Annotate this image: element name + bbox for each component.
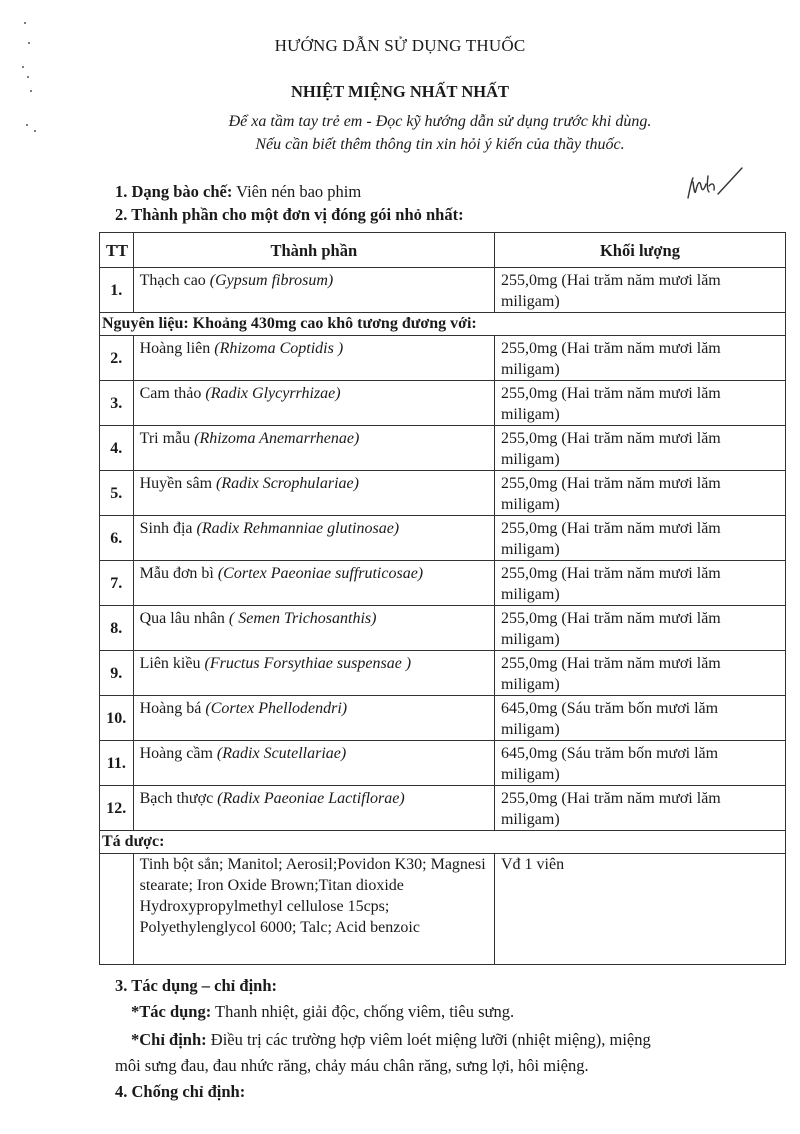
- ingredient-cell: [133, 696, 494, 741]
- row-number: 11.: [100, 741, 134, 786]
- row-number: 4.: [100, 426, 134, 471]
- ingredient-latin: (Radix Glycyrrhizae): [205, 385, 341, 402]
- amount-cell: 255,0mg (Hai trăm năm mươi lăm miligam): [494, 651, 785, 696]
- indication-label: *Chỉ định:: [131, 1030, 207, 1049]
- table-header-row: [100, 233, 786, 268]
- amount-cell: 255,0mg (Hai trăm năm mươi lăm miligam): [494, 471, 785, 516]
- warning-line-1: Để xa tầm tay trẻ em - Đọc kỹ hướng dẫn sử dụng trước khi dùng.: [228, 113, 652, 130]
- table-row: [100, 741, 786, 786]
- excipient-label: Tá dược:: [100, 831, 786, 854]
- raw-material-label: Nguyên liệu: Khoảng 430mg cao khô tương đương với:: [100, 313, 786, 336]
- excipient-label-row: [100, 831, 786, 854]
- indication-line-2: môi sưng đau, đau nhức răng, chảy máu chân răng, sưng lợi, hôi miệng.: [115, 1056, 589, 1075]
- excipient-row: [100, 854, 786, 965]
- amount-cell: 255,0mg (Hai trăm năm mươi lăm miligam): [494, 268, 785, 313]
- row-number: 1.: [100, 268, 134, 313]
- section-4: [115, 1082, 245, 1102]
- row-number: 12.: [100, 786, 134, 831]
- section-2-label: 2. Thành phần cho một đơn vị đóng gói nhỏ nhất:: [115, 205, 464, 224]
- ingredient-cell: [133, 606, 494, 651]
- ingredient-name: Hoàng bá: [139, 700, 206, 717]
- amount-cell: 255,0mg (Hai trăm năm mươi lăm miligam): [494, 786, 785, 831]
- section-1: [115, 182, 361, 202]
- ingredient-latin: (Fructus Forsythiae suspensae ): [204, 655, 412, 672]
- ingredient-cell: [133, 336, 494, 381]
- ingredient-latin: (Cortex Paeoniae suffruticosae): [217, 565, 424, 582]
- effect-label: *Tác dụng:: [131, 1002, 212, 1021]
- table-row: [100, 426, 786, 471]
- ingredient-name: Sinh địa: [139, 520, 197, 537]
- excipient-list: Tinh bột sắn; Manitol; Aerosil;Povidon K30; Magnesi stearate; Iron Oxide Brown;Titan dioxide Hydroxypropylmethyl cellulose 15cps; Polyethylenglycol 6000; Talc; Acid benzoic: [133, 854, 494, 965]
- amount-cell: 645,0mg (Sáu trăm bốn mươi lăm miligam): [494, 741, 785, 786]
- dosage-form-value: Viên nén bao phim: [232, 182, 362, 201]
- section-3-label: 3. Tác dụng – chỉ định:: [115, 976, 278, 995]
- col-header-ingredient: Thành phần: [133, 233, 494, 268]
- amount-cell: 645,0mg (Sáu trăm bốn mươi lăm miligam): [494, 696, 785, 741]
- ingredient-latin: (Rhizoma Anemarrhenae): [194, 430, 360, 447]
- row-number: 5.: [100, 471, 134, 516]
- warning-line-2: Nếu cần biết thêm thông tin xin hỏi ý kiến của thầy thuốc.: [255, 136, 625, 153]
- row-number: 2.: [100, 336, 134, 381]
- ingredient-cell: [133, 381, 494, 426]
- ingredient-cell: [133, 426, 494, 471]
- ingredient-name: Bạch thược: [139, 790, 218, 807]
- indication-line-1: [131, 1030, 651, 1050]
- ingredient-cell: [133, 516, 494, 561]
- table-row: [100, 381, 786, 426]
- effect-value: Thanh nhiệt, giải độc, chống viêm, tiêu sưng.: [211, 1002, 515, 1021]
- table-row: [100, 696, 786, 741]
- effect-line: [131, 1002, 514, 1022]
- row-number: 7.: [100, 561, 134, 606]
- section-4-label: 4. Chống chỉ định:: [115, 1082, 246, 1101]
- amount-cell: 255,0mg (Hai trăm năm mươi lăm miligam): [494, 336, 785, 381]
- ingredient-latin: (Gypsum fibrosum): [209, 272, 334, 289]
- ingredient-latin: (Radix Paeoniae Lactiflorae): [217, 790, 405, 807]
- col-header-no: TT: [100, 233, 134, 268]
- product-name: NHIỆT MIỆNG NHẤT NHẤT: [290, 82, 510, 101]
- ingredient-latin: (Rhizoma Coptidis ): [214, 340, 344, 357]
- ingredient-name: Cam thảo: [139, 385, 206, 402]
- ingredient-cell: [133, 651, 494, 696]
- table-row: [100, 606, 786, 651]
- table-row: [100, 268, 786, 313]
- ingredient-name: Tri mẫu: [139, 430, 195, 447]
- table-row: [100, 471, 786, 516]
- table-row: [100, 561, 786, 606]
- row-number: 6.: [100, 516, 134, 561]
- raw-material-row: [100, 313, 786, 336]
- table-row: [100, 651, 786, 696]
- composition-table: [99, 232, 786, 965]
- ingredient-name: Thạch cao: [139, 272, 210, 289]
- excipient-no-cell: [100, 854, 134, 965]
- ingredient-cell: [133, 741, 494, 786]
- ingredient-rows: [100, 336, 786, 831]
- ingredient-cell: [133, 786, 494, 831]
- ingredient-latin: ( Semen Trichosanthis): [228, 610, 377, 627]
- ingredient-name: Hoàng liên: [139, 340, 215, 357]
- amount-cell: 255,0mg (Hai trăm năm mươi lăm miligam): [494, 516, 785, 561]
- ingredient-name: Huyền sâm: [139, 475, 217, 492]
- indication-value-1: Điều trị các trường hợp viêm loét miệng lưỡi (nhiệt miệng), miệng: [206, 1030, 651, 1049]
- row-number: 9.: [100, 651, 134, 696]
- col-header-amount: Khối lượng: [494, 233, 785, 268]
- table-row: [100, 516, 786, 561]
- section-1-label: 1. Dạng bào chế:: [115, 182, 233, 201]
- ingredient-cell: [133, 561, 494, 606]
- row-number: 3.: [100, 381, 134, 426]
- ingredient-latin: (Radix Scrophulariae): [216, 475, 359, 492]
- ingredient-cell: [133, 471, 494, 516]
- table-row: [100, 336, 786, 381]
- ingredient-name: Liên kiều: [139, 655, 205, 672]
- table-row: [100, 786, 786, 831]
- amount-cell: 255,0mg (Hai trăm năm mươi lăm miligam): [494, 426, 785, 471]
- section-2: [115, 205, 464, 225]
- ingredient-cell: [133, 268, 494, 313]
- amount-cell: 255,0mg (Hai trăm năm mươi lăm miligam): [494, 561, 785, 606]
- handwritten-signature: [680, 160, 750, 210]
- ingredient-name: Qua lâu nhân: [139, 610, 229, 627]
- amount-cell: 255,0mg (Hai trăm năm mươi lăm miligam): [494, 606, 785, 651]
- section-3: [115, 976, 277, 996]
- row-number: 8.: [100, 606, 134, 651]
- ingredient-name: Hoàng cầm: [139, 745, 217, 762]
- excipient-amount: Vđ 1 viên: [494, 854, 785, 965]
- amount-cell: 255,0mg (Hai trăm năm mươi lăm miligam): [494, 381, 785, 426]
- ingredient-latin: (Radix Rehmanniae glutinosae): [196, 520, 400, 537]
- ingredient-latin: (Radix Scutellariae): [216, 745, 347, 762]
- document-header: HƯỚNG DẪN SỬ DỤNG THUỐC: [274, 36, 526, 55]
- ingredient-latin: (Cortex Phellodendri): [205, 700, 348, 717]
- row-number: 10.: [100, 696, 134, 741]
- ingredient-name: Mẫu đơn bì: [139, 565, 218, 582]
